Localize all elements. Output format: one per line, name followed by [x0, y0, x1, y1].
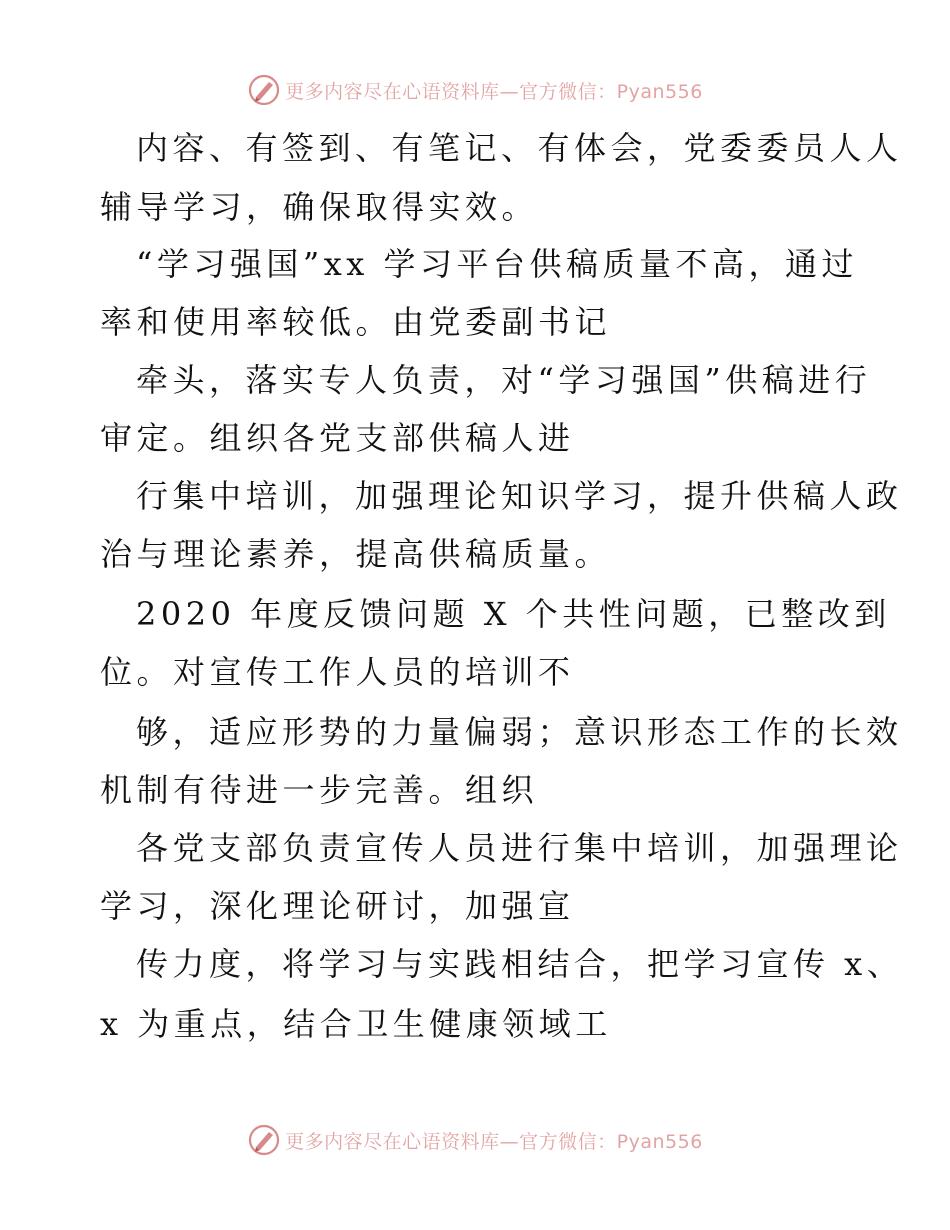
- text-line: 率和使用率较低。由党委副书记: [100, 303, 612, 341]
- text-line: 内容、有签到、有笔记、有体会，党委委员人人: [136, 129, 903, 167]
- text-line: 各党支部负责宣传人员进行集中培训，加强理论: [136, 829, 903, 867]
- watermark-text: 更多内容尽在心语资料库—官方微信：Pyan556: [285, 1130, 703, 1153]
- pen-logo-icon: [247, 1123, 281, 1157]
- header-watermark: [0, 72, 950, 108]
- text-line: x 为重点，结合卫生健康领域工: [100, 1005, 612, 1043]
- text-line: 学习，深化理论研讨，加强宣: [100, 887, 575, 925]
- text-line: 传力度，将学习与实践相结合，把学习宣传 x、: [136, 945, 904, 983]
- text-line: 行集中培训，加强理论知识学习，提升供稿人政: [136, 477, 903, 515]
- text-line: 2020 年度反馈问题 X 个共性问题，已整改到: [136, 595, 891, 633]
- footer-watermark: [0, 1122, 950, 1158]
- text-line: 审定。组织各党支部供稿人进: [100, 419, 575, 457]
- text-line: 辅导学习，确保取得实效。: [100, 188, 539, 226]
- pen-logo-icon: [247, 73, 281, 107]
- watermark-text: 更多内容尽在心语资料库—官方微信：Pyan556: [285, 80, 703, 103]
- text-line: 机制有待进一步完善。组织: [100, 771, 539, 809]
- text-line: 位。对宣传工作人员的培训不: [100, 653, 575, 691]
- text-line: 牵头，落实专人负责，对“学习强国”供稿进行: [136, 361, 872, 399]
- text-line: 治与理论素养，提高供稿质量。: [100, 535, 612, 573]
- text-line: 够，适应形势的力量偏弱；意识形态工作的长效: [136, 713, 903, 751]
- text-line: “学习强国”xx 学习平台供稿质量不高，通过: [136, 245, 858, 283]
